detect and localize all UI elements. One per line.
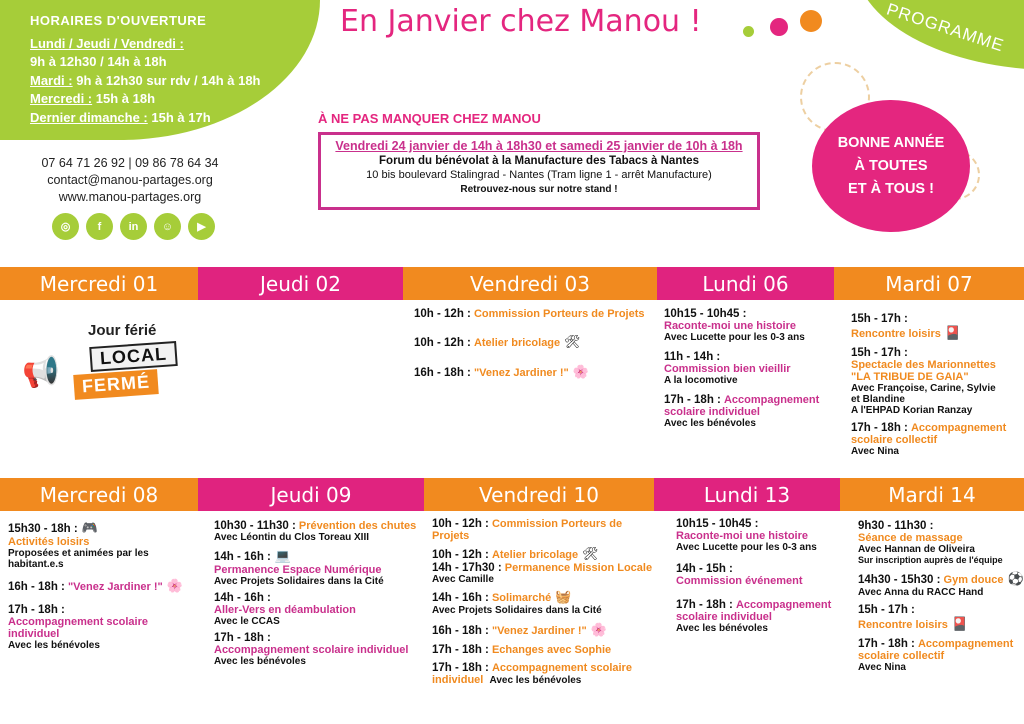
day-header: Mercredi 01: [0, 267, 198, 300]
event-title: Permanence Mission Locale: [504, 562, 653, 574]
decor-dot: [800, 10, 822, 32]
event-detail: et Blandine: [851, 394, 905, 405]
event-time: 10h30 - 11h30 :: [214, 520, 296, 532]
basket-icon: 🧺: [555, 589, 572, 604]
new-year-line: BONNE ANNÉE: [837, 134, 945, 151]
event-detail: Avec les bénévoles: [214, 656, 306, 667]
highlight-address: 10 bis boulevard Stalingrad - Nantes (Tram ligne 1 - arrêt Manufacture): [366, 169, 712, 181]
week2-mardi: [858, 520, 1024, 681]
event-detail: Avec Hannan de Oliveira: [858, 544, 975, 555]
decor-dot: [770, 18, 788, 36]
event-title: Atelier bricolage: [473, 337, 561, 349]
snapchat-icon[interactable]: ☺: [154, 213, 181, 240]
facebook-icon[interactable]: f: [86, 213, 113, 240]
event-title: Accompagnement scolaire individuel: [8, 616, 148, 640]
event-title: Commission Porteurs de Projets: [473, 308, 645, 320]
day-header: Mardi 07: [834, 267, 1024, 300]
event-title: scolaire individuel: [664, 406, 760, 418]
event-detail: Avec le CCAS: [214, 616, 280, 627]
games-icon: 🎮: [81, 520, 98, 535]
event-detail: Sur inscription auprès de l'équipe: [858, 555, 1003, 565]
day-header: Jeudi 02: [198, 267, 403, 300]
megaphone-icon: 📢: [22, 356, 60, 389]
flower-icon: 🌸: [572, 364, 589, 379]
event-time: 10h - 12h :: [432, 549, 489, 561]
event-detail: Avec les bénévoles: [8, 640, 100, 651]
hours-days-3: Mercredi :: [30, 91, 93, 106]
event-time: 9h30 - 11h30 :: [858, 520, 934, 532]
event-title: Commission bien vieillir: [664, 363, 791, 375]
hours-value-4: 15h à 17h: [147, 109, 211, 125]
event-time: 17h - 18h :: [214, 632, 271, 644]
event-title: Commission Porteurs de Projets: [432, 518, 623, 542]
youtube-icon[interactable]: ▶: [188, 213, 215, 240]
flower-icon: 🌸: [590, 622, 607, 637]
opening-hours: [30, 12, 261, 127]
event-time: 16h - 18h :: [8, 581, 65, 593]
cards-icon: 🎴: [944, 325, 962, 340]
new-year-line: À TOUTES: [854, 157, 928, 174]
highlight-event: Forum du bénévolat à la Manufacture des Tabacs à Nantes: [379, 155, 699, 167]
opening-hours-title: HORAIRES D'OUVERTURE: [30, 13, 207, 28]
event-detail: Avec Lucette pour les 0-3 ans: [664, 332, 805, 343]
event-time: 17h - 18h :: [432, 644, 489, 656]
event-time: 17h - 18h :: [432, 662, 489, 674]
event-detail: Avec Projets Solidaires dans la Cité: [214, 576, 384, 587]
hours-days-4: Dernier dimanche :: [30, 109, 148, 125]
event-detail: Avec Camille: [432, 574, 494, 585]
event-time: 14h - 16h :: [214, 551, 271, 563]
tools-icon: 🛠: [564, 334, 581, 349]
week1-vendredi: [414, 308, 654, 388]
event-title: Atelier bricolage: [491, 549, 579, 561]
event-title: Echanges avec Sophie: [491, 644, 612, 656]
event-title: Aller-Vers en déambulation: [214, 604, 356, 616]
event-title: scolaire individuel: [676, 611, 772, 623]
event-detail: Avec Projets Solidaires dans la Cité: [432, 605, 602, 616]
event-time: 17h - 18h :: [858, 638, 915, 650]
hours-days-2: Mardi :: [30, 72, 73, 88]
event-title: Solimarché: [491, 592, 552, 604]
day-header: Vendredi 10: [424, 478, 654, 511]
event-title: Accompagnement scolaire individuel: [214, 644, 409, 656]
day-header: Lundi 06: [657, 267, 834, 300]
event-time: 14h - 16h :: [432, 592, 489, 604]
event-detail: Proposées et animées par les habitant.e.s: [8, 548, 149, 570]
event-title: scolaire collectif: [851, 434, 938, 446]
event-time: 14h - 17h30 :: [432, 562, 502, 574]
event-time: 17h - 18h :: [664, 394, 721, 406]
event-time: 15h - 17h :: [858, 604, 915, 616]
event-time: 17h - 18h :: [8, 604, 65, 616]
highlight-box: [318, 132, 760, 210]
event-time: 15h - 17h :: [851, 347, 908, 359]
phone-numbers[interactable]: 07 64 71 26 92 | 09 86 78 64 34: [41, 156, 219, 170]
event-time: 14h30 - 15h30 :: [858, 574, 941, 586]
event-title: Accompagnement: [723, 394, 820, 406]
event-title: Spectacle des Marionnettes: [851, 359, 996, 371]
event-detail: Avec Lucette pour les 0-3 ans: [676, 542, 817, 553]
event-time: 15h - 17h :: [851, 313, 908, 325]
event-title: "Venez Jardiner !": [67, 581, 163, 593]
day-header: Jeudi 09: [198, 478, 424, 511]
event-title: Raconte-moi une histoire: [676, 530, 809, 542]
day-header: Lundi 13: [654, 478, 840, 511]
hours-days-1: Lundi / Jeudi / Vendredi :: [30, 35, 184, 51]
event-time: 10h - 12h :: [432, 518, 489, 530]
event-title: individuel: [432, 674, 484, 686]
event-time: 16h - 18h :: [432, 625, 489, 637]
new-year-line: ET À TOUS !: [848, 180, 934, 197]
event-time: 17h - 18h :: [851, 422, 908, 434]
ball-icon: ⚽: [1007, 571, 1024, 586]
event-title: Accompagnement: [735, 599, 832, 611]
website-link[interactable]: www.manou-partages.org: [58, 190, 202, 204]
event-detail: Avec Nina: [858, 662, 906, 673]
event-title: Accompagnement: [910, 422, 1007, 434]
event-title: Séance de massage: [858, 532, 963, 544]
hours-value-2: 9h à 12h30 sur rdv / 14h à 18h: [72, 72, 261, 88]
event-time: 10h - 12h :: [414, 337, 471, 349]
event-title: Rencontre loisirs: [851, 328, 941, 340]
event-detail: Avec Anna du RACC Hand: [858, 587, 984, 598]
event-detail: Avec les bénévoles: [676, 623, 768, 634]
event-title: "Venez Jardiner !": [491, 625, 587, 637]
event-title: "Venez Jardiner !": [473, 367, 569, 379]
week2-vendredi: [432, 518, 654, 694]
hours-value-3: 15h à 18h: [92, 91, 156, 106]
week1-mardi: [851, 313, 1021, 465]
highlight-title: À NE PAS MANQUER CHEZ MANOU: [318, 111, 541, 126]
instagram-icon[interactable]: ◎: [52, 213, 79, 240]
highlight-date: Vendredi 24 janvier de 14h à 18h30 et samedi 25 janvier de 10h à 18h: [335, 139, 743, 153]
linkedin-icon[interactable]: in: [120, 213, 147, 240]
local-label: LOCAL: [89, 341, 178, 372]
cards-icon: 🎴: [951, 616, 969, 631]
event-title: Permanence Espace Numérique: [214, 564, 382, 576]
week1-lundi: [664, 308, 832, 437]
event-title: Accompagnement scolaire: [491, 662, 632, 674]
hours-value-1: 9h à 12h30 / 14h à 18h: [30, 54, 167, 69]
week2-jeudi: [214, 520, 424, 675]
event-detail: Avec Léontin du Clos Toreau XIII: [214, 532, 370, 543]
new-year-badge: [812, 100, 970, 232]
event-time: 10h - 12h :: [414, 308, 471, 320]
event-title: "LA TRIBUE DE GAIA": [851, 371, 969, 383]
event-title: scolaire collectif: [858, 650, 945, 662]
event-title: Raconte-moi une histoire: [664, 320, 797, 332]
page-title: En Janvier chez Manou !: [340, 4, 702, 39]
highlight-cta: Retrouvez-nous sur notre stand !: [460, 184, 618, 195]
day-header: Mercredi 08: [0, 478, 198, 511]
computer-icon: 💻: [274, 548, 292, 563]
event-title: Activités loisirs: [8, 536, 90, 548]
event-time: 10h15 - 10h45 :: [676, 518, 759, 530]
decor-dot: [743, 26, 754, 37]
week2-lundi: [676, 518, 841, 642]
event-detail: Avec les bénévoles: [489, 675, 582, 686]
day-header: Mardi 14: [840, 478, 1024, 511]
week2-mercredi: [8, 520, 198, 659]
programme-label: PROGRAMME: [883, 0, 1007, 56]
event-title: Commission événement: [676, 575, 803, 587]
event-detail: A l'EHPAD Korian Ranzay: [851, 405, 973, 416]
event-time: 16h - 18h :: [414, 367, 471, 379]
event-time: 11h - 14h :: [664, 351, 721, 363]
event-detail: Avec Nina: [851, 446, 899, 457]
event-time: 15h30 - 18h :: [8, 523, 78, 535]
event-time: 14h - 16h :: [214, 592, 271, 604]
event-title: Gym douce: [943, 574, 1004, 586]
event-title: Rencontre loisirs: [858, 619, 948, 631]
event-detail: A la locomotive: [664, 375, 738, 386]
event-time: 10h15 - 10h45 :: [664, 308, 747, 320]
tools-icon: 🛠: [582, 546, 599, 561]
event-time: 17h - 18h :: [676, 599, 733, 611]
event-time: 14h - 15h :: [676, 563, 733, 575]
event-detail: Avec Françoise, Carine, Sylvie: [851, 383, 996, 394]
event-title: Accompagnement: [917, 638, 1014, 650]
event-title: Prévention des chutes: [298, 520, 417, 532]
holiday-label: Jour férié: [88, 322, 157, 339]
day-header: Vendredi 03: [403, 267, 657, 300]
flower-icon: 🌸: [166, 578, 183, 593]
contact-info: [30, 155, 230, 206]
event-detail: Avec les bénévoles: [664, 418, 756, 429]
email-link[interactable]: contact@manou-partages.org: [47, 173, 213, 187]
social-links: [52, 213, 215, 240]
closed-label: FERMÉ: [73, 369, 159, 400]
